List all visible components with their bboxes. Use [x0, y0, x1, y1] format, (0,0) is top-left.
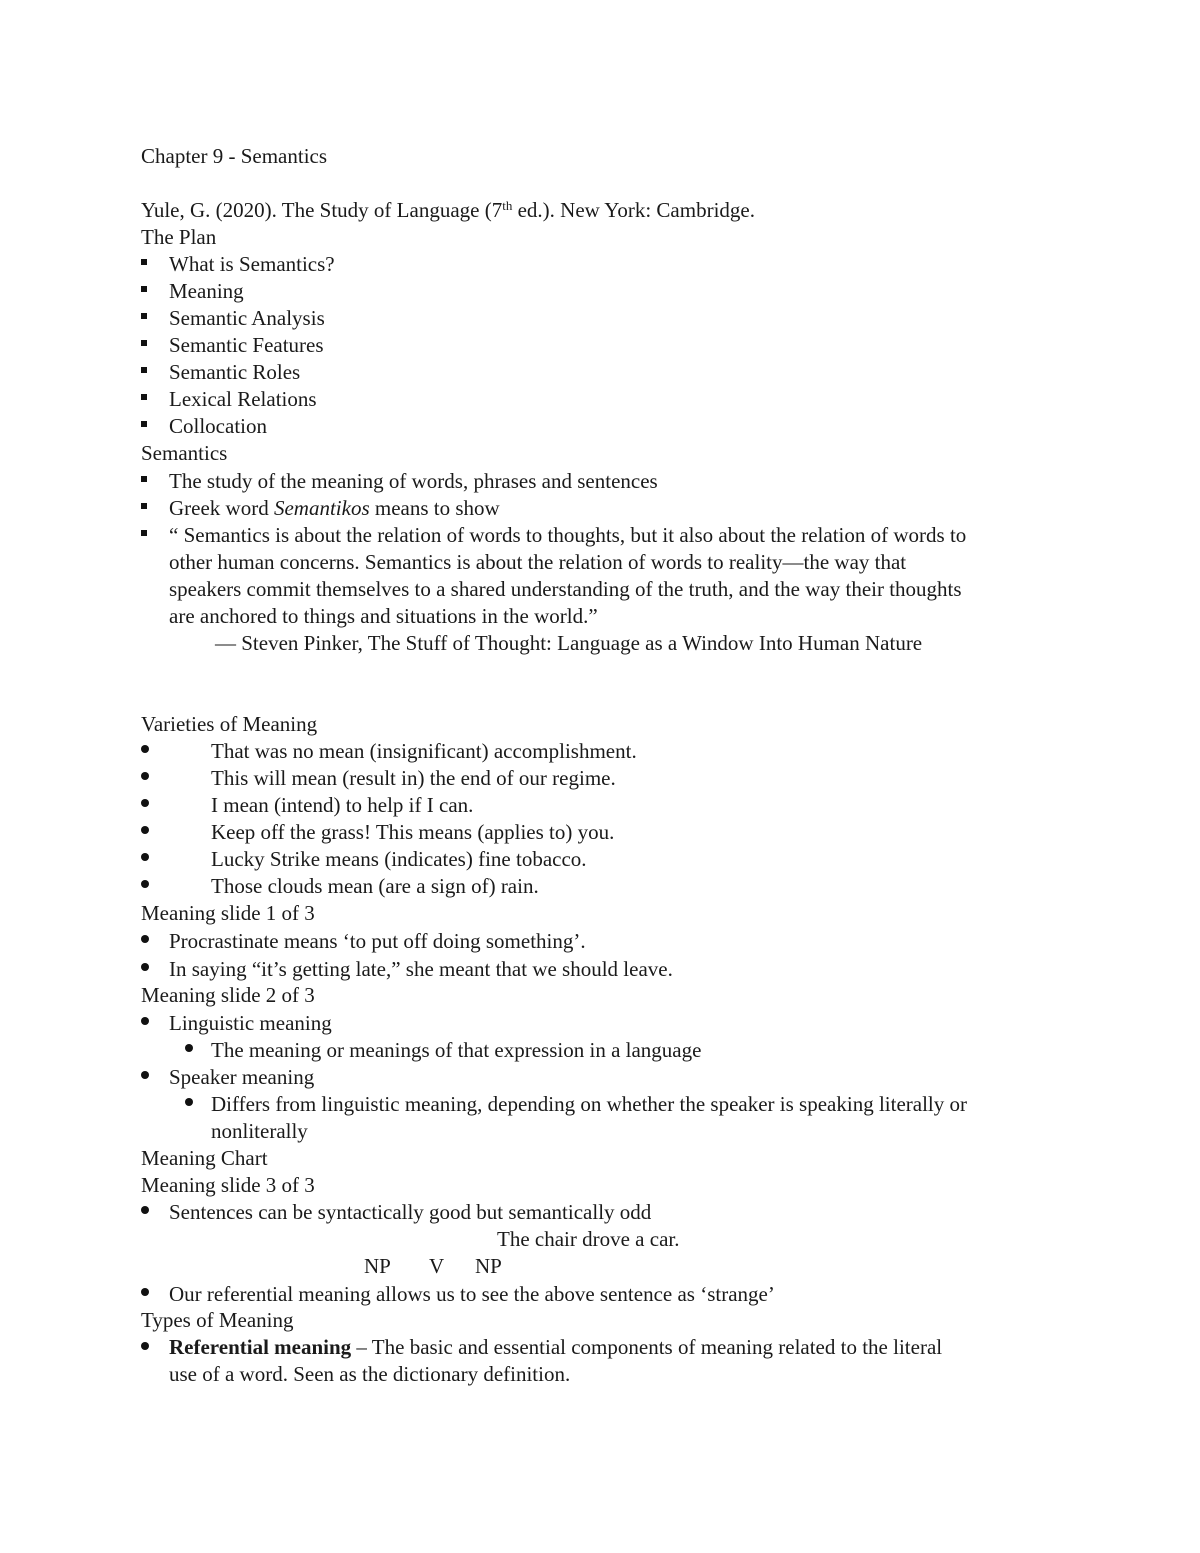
square-bullet-icon: [141, 313, 147, 319]
quote-attribution: ― Steven Pinker, The Stuff of Thought: Language as a Window Into Human Nature: [215, 631, 923, 655]
bullet-dot-icon: [141, 1288, 149, 1296]
meaning1-item: Procrastinate means ‘to put off doing something’.: [169, 929, 586, 953]
greek-word: Semantikos: [273, 496, 370, 520]
bullet-dot-icon: [141, 880, 149, 888]
linguistic-meaning-sub: The meaning or meanings of that expression in a language: [211, 1038, 702, 1062]
plan-item: Lexical Relations: [169, 387, 317, 411]
square-bullet-icon: [141, 503, 147, 509]
referential-term: Referential meaning: [169, 1335, 357, 1359]
bullet-dot-icon: [141, 963, 149, 971]
square-bullet-icon: [141, 530, 147, 536]
np-label: NP: [475, 1254, 502, 1278]
citation-sup: th: [502, 198, 513, 213]
plan-item: Meaning: [169, 279, 244, 303]
example-sentence: The chair drove a car.: [497, 1227, 680, 1251]
speaker-meaning-sub-cont: nonliterally: [211, 1119, 308, 1143]
greek-prefix: Greek word: [169, 496, 274, 520]
referential-def: – The basic and essential components of meaning related to the literal: [356, 1335, 943, 1359]
bullet-dot-icon: [141, 1206, 149, 1214]
meaning3-item: Sentences can be syntactically good but semantically odd: [169, 1200, 652, 1224]
plan-item: Semantic Features: [169, 333, 324, 357]
square-bullet-icon: [141, 340, 147, 346]
meaning1-item: In saying “it’s getting late,” she meant that we should leave.: [169, 957, 673, 981]
semantics-item: The study of the meaning of words, phrases and sentences: [169, 469, 658, 493]
bullet-dot-icon: [141, 745, 149, 753]
chapter-title: Chapter 9 - Semantics: [141, 144, 328, 168]
referential-meaning: [169, 1334, 942, 1361]
types-heading: Types of Meaning: [141, 1308, 294, 1332]
quote-line: other human concerns. Semantics is about the relation of words to reality—the way that: [169, 550, 907, 574]
greek-suffix: means to show: [369, 496, 500, 520]
square-bullet-icon: [141, 367, 147, 373]
citation: [141, 197, 755, 224]
semantics-heading: Semantics: [141, 441, 228, 465]
bullet-dot-icon: [185, 1044, 193, 1052]
variety-item: Lucky Strike means (indicates) fine tobacco.: [211, 847, 587, 871]
meaning1-heading: Meaning slide 1 of 3: [141, 901, 315, 925]
speaker-meaning-sub: Differs from linguistic meaning, depending on whether the speaker is speaking literally or: [211, 1092, 967, 1116]
referential-meaning-cont: use of a word. Seen as the dictionary definition.: [169, 1362, 571, 1386]
meaning2-heading: Meaning slide 2 of 3: [141, 983, 315, 1007]
speaker-meaning: Speaker meaning: [169, 1065, 315, 1089]
citation-suffix: ed.). New York: Cambridge.: [512, 198, 755, 222]
bullet-dot-icon: [141, 1342, 149, 1350]
square-bullet-icon: [141, 259, 147, 265]
bullet-dot-icon: [141, 826, 149, 834]
bullet-dot-icon: [141, 1017, 149, 1025]
bullet-dot-icon: [141, 772, 149, 780]
quote-line: “ Semantics is about the relation of words to thoughts, but it also about the relation of words to: [169, 523, 967, 547]
square-bullet-icon: [141, 421, 147, 427]
varieties-heading: Varieties of Meaning: [141, 712, 318, 736]
semantics-item: [169, 495, 500, 522]
plan-item: Semantic Roles: [169, 360, 301, 384]
meaning3-heading: Meaning slide 3 of 3: [141, 1173, 315, 1197]
quote-line: speakers commit themselves to a shared understanding of the truth, and the way their thoughts: [169, 577, 962, 601]
variety-item: I mean (intend) to help if I can.: [211, 793, 474, 817]
citation-prefix: Yule, G. (2020). The Study of Language (7: [141, 198, 503, 222]
bullet-dot-icon: [185, 1098, 193, 1106]
np-label: NP: [364, 1254, 391, 1278]
linguistic-meaning: Linguistic meaning: [169, 1011, 332, 1035]
bullet-dot-icon: [141, 935, 149, 943]
plan-heading: The Plan: [141, 225, 217, 249]
variety-item: This will mean (result in) the end of our regime.: [211, 766, 616, 790]
plan-item: Collocation: [169, 414, 267, 438]
bullet-dot-icon: [141, 799, 149, 807]
plan-item: What is Semantics?: [169, 252, 335, 276]
quote-line: are anchored to things and situations in the world.”: [169, 604, 598, 628]
square-bullet-icon: [141, 286, 147, 292]
variety-item: That was no mean (insignificant) accomplishment.: [211, 739, 637, 763]
plan-item: Semantic Analysis: [169, 306, 325, 330]
bullet-dot-icon: [141, 1071, 149, 1079]
meaning3-item: Our referential meaning allows us to see the above sentence as ‘strange’: [169, 1282, 775, 1306]
square-bullet-icon: [141, 476, 147, 482]
v-label: V: [429, 1254, 445, 1278]
meaning-chart-heading: Meaning Chart: [141, 1146, 268, 1170]
square-bullet-icon: [141, 394, 147, 400]
variety-item: Those clouds mean (are a sign of) rain.: [211, 874, 539, 898]
bullet-dot-icon: [141, 853, 149, 861]
variety-item: Keep off the grass! This means (applies to) you.: [211, 820, 615, 844]
